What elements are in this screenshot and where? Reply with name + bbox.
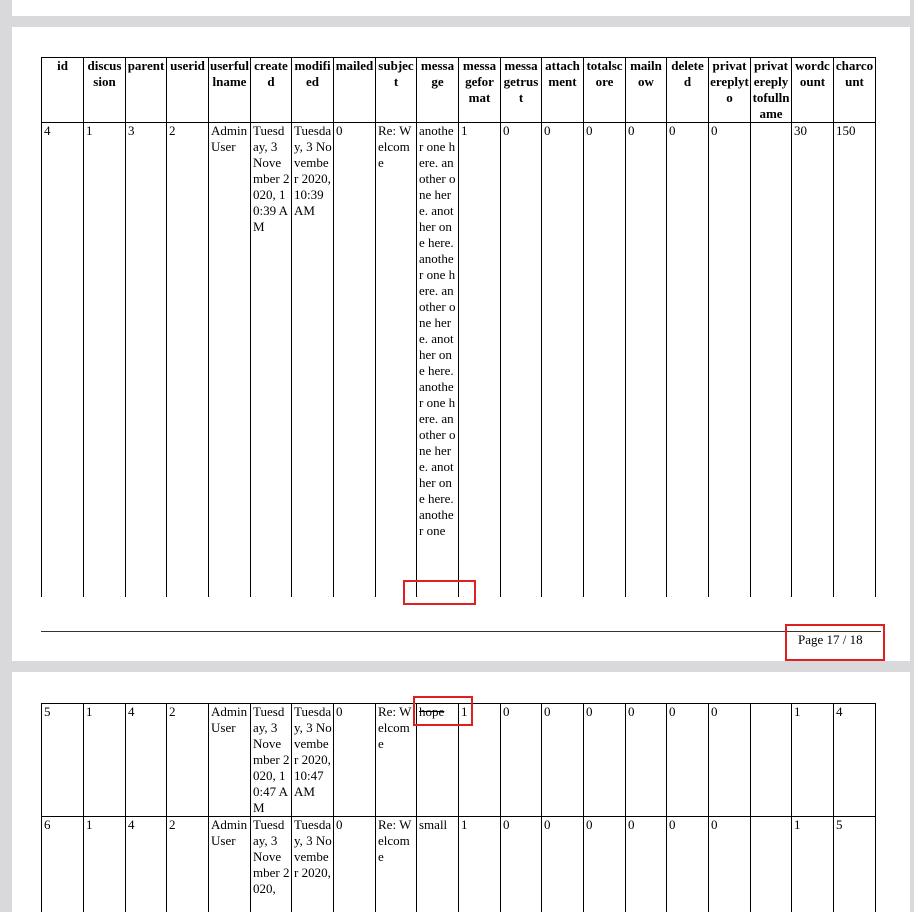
cell-messagetrust: 0 [501, 817, 542, 912]
table-row [42, 123, 876, 598]
message-text: hope [419, 704, 444, 719]
cell-subject: Re: Welcome [376, 817, 417, 912]
highlight-box-page-number [785, 624, 885, 661]
cell-parent: 4 [126, 704, 167, 817]
table-row [42, 817, 876, 912]
cell-attachment: 0 [542, 123, 584, 598]
cell-modified: Tuesday, 3 November 2020, [292, 817, 334, 912]
column-header: privatereplytofullname [751, 58, 792, 123]
cell-id: 5 [42, 704, 84, 817]
column-header: messageformat [459, 58, 501, 123]
cell-modified: Tuesday, 3 November 2020, 10:47 AM [292, 704, 334, 817]
cell-created: Tuesday, 3 November 2020, [251, 817, 292, 912]
column-header: message [417, 58, 459, 123]
column-header: privatereplyto [709, 58, 751, 123]
cell-mailed: 0 [334, 704, 376, 817]
cell-userfullname: Admin User [209, 123, 251, 598]
cell-messageformat: 1 [459, 817, 501, 912]
column-header: modified [292, 58, 334, 123]
cell-subject: Re: Welcome [376, 123, 417, 598]
cell-charcount: 5 [834, 817, 876, 912]
cell-privatereplyto: 0 [709, 704, 751, 817]
cell-charcount: 4 [834, 704, 876, 817]
cell-id: 6 [42, 817, 84, 912]
column-header: parent [126, 58, 167, 123]
cell-subject: Re: Welcome [376, 704, 417, 817]
cell-created: Tuesday, 3 November 2020, 10:39 AM [251, 123, 292, 598]
column-header: mailnow [626, 58, 667, 123]
cell-deleted: 0 [667, 704, 709, 817]
cell-messageformat: 1 [459, 123, 501, 598]
cell-userfullname: Admin User [209, 817, 251, 912]
forum-posts-table [41, 57, 876, 597]
cell-totalscore: 0 [584, 123, 626, 598]
column-header: charcount [834, 58, 876, 123]
cell-deleted: 0 [667, 817, 709, 912]
column-header: deleted [667, 58, 709, 123]
column-header: totalscore [584, 58, 626, 123]
forum-posts-table-continued [41, 703, 876, 912]
cell-userfullname: Admin User [209, 704, 251, 817]
cell-userid: 2 [167, 704, 209, 817]
cell-userid: 2 [167, 817, 209, 912]
cell-wordcount: 1 [792, 704, 834, 817]
page-number: Page 17 / 18 [798, 632, 863, 648]
cell-mailed: 0 [334, 123, 376, 598]
cell-mailnow: 0 [626, 123, 667, 598]
highlight-box-overlapping-message [413, 696, 473, 726]
cell-discussion: 1 [84, 704, 126, 817]
column-header: id [42, 58, 84, 123]
column-header: messagetrust [501, 58, 542, 123]
cell-mailnow: 0 [626, 817, 667, 912]
cell-privatereplytofullname [751, 704, 792, 817]
previous-page-fragment [12, 0, 910, 16]
cell-discussion: 1 [84, 817, 126, 912]
column-header: attachment [542, 58, 584, 123]
cell-parent: 4 [126, 817, 167, 912]
footer-divider [41, 631, 881, 632]
table-header-row [42, 58, 876, 123]
cell-privatereplyto: 0 [709, 123, 751, 598]
cell-privatereplyto: 0 [709, 817, 751, 912]
cell-deleted: 0 [667, 123, 709, 598]
cell-charcount: 150 [834, 123, 876, 598]
cell-created: Tuesday, 3 November 2020, 10:47 AM [251, 704, 292, 817]
cell-message: small [417, 817, 459, 912]
cell-messageformat: 1 [459, 704, 501, 817]
cell-totalscore: 0 [584, 817, 626, 912]
column-header: userid [167, 58, 209, 123]
cell-mailnow: 0 [626, 704, 667, 817]
cell-parent: 3 [126, 123, 167, 598]
column-header: subject [376, 58, 417, 123]
cell-privatereplytofullname [751, 123, 792, 598]
column-header: userfullname [209, 58, 251, 123]
cell-wordcount: 30 [792, 123, 834, 598]
column-header: wordcount [792, 58, 834, 123]
highlight-box-truncated-message [403, 580, 476, 605]
column-header: created [251, 58, 292, 123]
cell-userid: 2 [167, 123, 209, 598]
cell-message: another one here. another one here. another one here. another one here. another one here. another one here. another one here. another one here. another one here. another one [417, 123, 459, 598]
cell-mailed: 0 [334, 817, 376, 912]
cell-modified: Tuesday, 3 November 2020, 10:39 AM [292, 123, 334, 598]
cell-privatereplytofullname [751, 817, 792, 912]
cell-attachment: 0 [542, 704, 584, 817]
cell-totalscore: 0 [584, 704, 626, 817]
cell-messagetrust: 0 [501, 704, 542, 817]
pdf-page-17 [12, 27, 910, 661]
cell-discussion: 1 [84, 123, 126, 598]
cell-id: 4 [42, 123, 84, 598]
cell-wordcount: 1 [792, 817, 834, 912]
cell-attachment: 0 [542, 817, 584, 912]
cell-messagetrust: 0 [501, 123, 542, 598]
column-header: discussion [84, 58, 126, 123]
column-header: mailed [334, 58, 376, 123]
